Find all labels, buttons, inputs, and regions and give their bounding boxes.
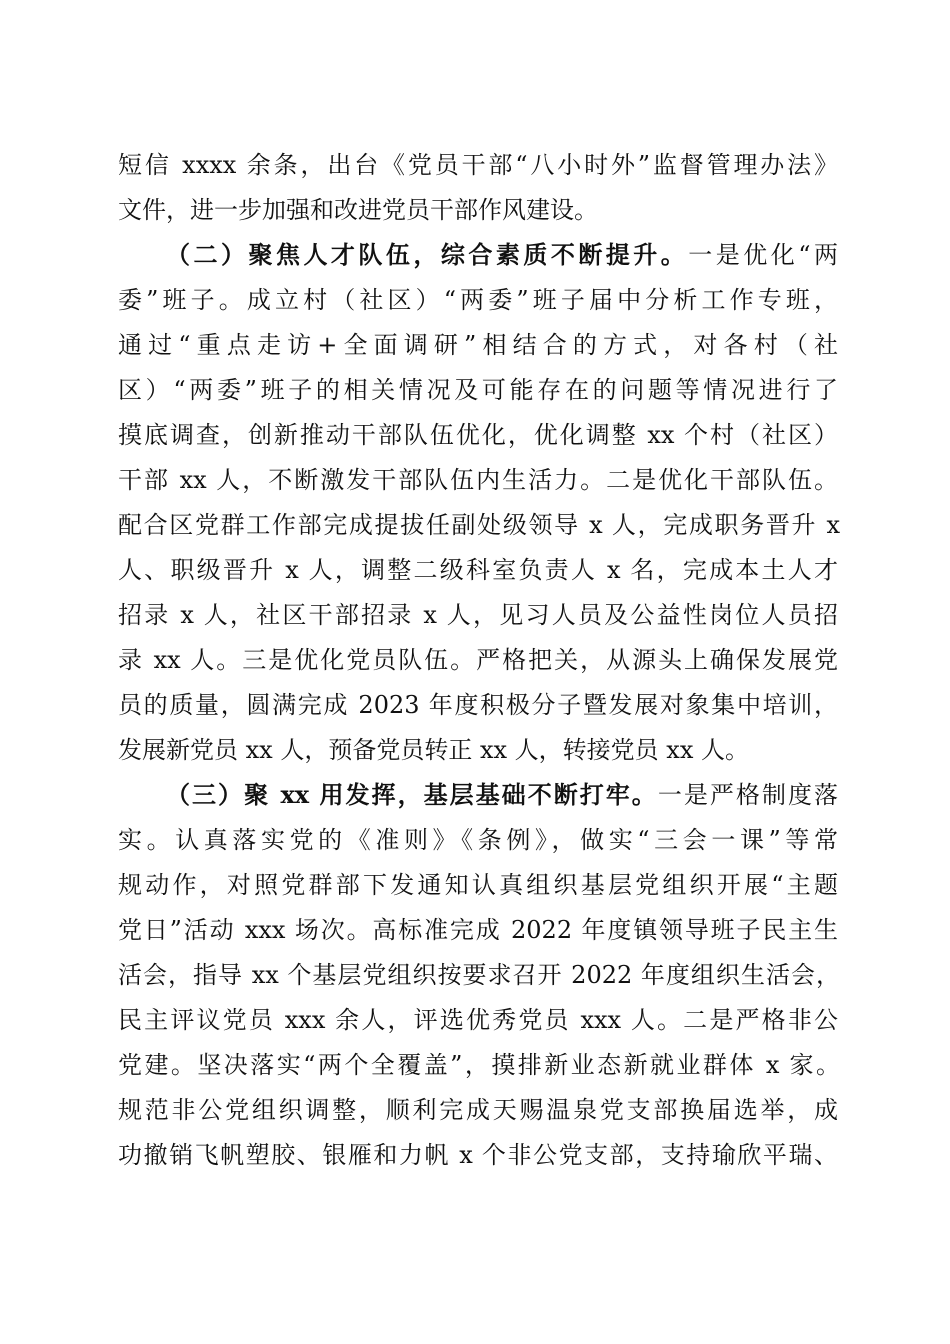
text-line: 民主评议党员 xxx 余人，评选优秀党员 xxx 人。二是严格非公 [118, 1006, 838, 1034]
text-segment: 一是严格制度落 [657, 781, 839, 809]
text-line: 规范非公党组织调整，顺利完成天赐温泉党支部换届选举，成 [118, 1096, 838, 1124]
text-line: 通过“重点走访+全面调研”相结合的方式，对各村（社 [118, 331, 838, 359]
text-segment: 一是优化“两 [688, 241, 838, 269]
text-line: 委”班子。成立村（社区）“两委”班子届中分析工作专班， [118, 286, 838, 314]
text-line: 党建。坚决落实“两个全覆盖”，摸排新业态新就业群体 x 家。 [118, 1051, 840, 1079]
text-line: 功撤销飞帆塑胶、银雁和力帆 x 个非公党支部，支持瑜欣平瑞、 [118, 1141, 838, 1169]
text-line: 发展新党员 xx 人，预备党员转正 xx 人，转接党员 xx 人。 [118, 736, 749, 764]
text-line: 区）“两委”班子的相关情况及可能存在的问题等情况进行了 [118, 376, 838, 404]
text-line: 招录 x 人，社区干部招录 x 人，见习人员及公益性岗位人员招 [118, 601, 838, 629]
text-line: 摸底调查，创新推动干部队伍优化，优化调整 xx 个村（社区） [118, 421, 838, 449]
text-line: 实。认真落实党的《准则》《条例》，做实“三会一课”等常 [118, 826, 838, 854]
text-line: 文件，进一步加强和改进党员干部作风建设。 [118, 196, 598, 224]
text-line: 人、职级晋升 x 人，调整二级科室负责人 x 名，完成本土人才 [118, 556, 838, 584]
text-line: 活会，指导 xx 个基层党组织按要求召开 2022 年度组织生活会， [118, 961, 840, 989]
section-heading: （三）聚 xx 用发挥，基层基础不断打牢。 [166, 780, 658, 809]
section-heading: （二）聚焦人才队伍，综合素质不断提升。 [166, 240, 689, 269]
text-line: 党日”活动 xxx 场次。高标准完成 2022 年度镇领导班子民主生 [118, 916, 838, 944]
text-line: 规动作，对照党群部下发通知认真组织基层党组织开展“主题 [118, 871, 838, 899]
text-line: 干部 xx 人，不断激发干部队伍内生活力。二是优化干部队伍。 [118, 466, 838, 494]
text-line: 员的质量，圆满完成 2023 年度积极分子暨发展对象集中培训， [118, 691, 838, 719]
paragraph-first-line [166, 238, 838, 272]
text-line: 短信 xxxx 余条，出台《党员干部“八小时外”监督管理办法》 [118, 151, 838, 179]
paragraph-first-line [166, 778, 838, 812]
text-line: 配合区党群工作部完成提拔任副处级领导 x 人，完成职务晋升 x [118, 511, 840, 539]
text-line: 录 xx 人。三是优化党员队伍。严格把关，从源头上确保发展党 [118, 646, 838, 674]
